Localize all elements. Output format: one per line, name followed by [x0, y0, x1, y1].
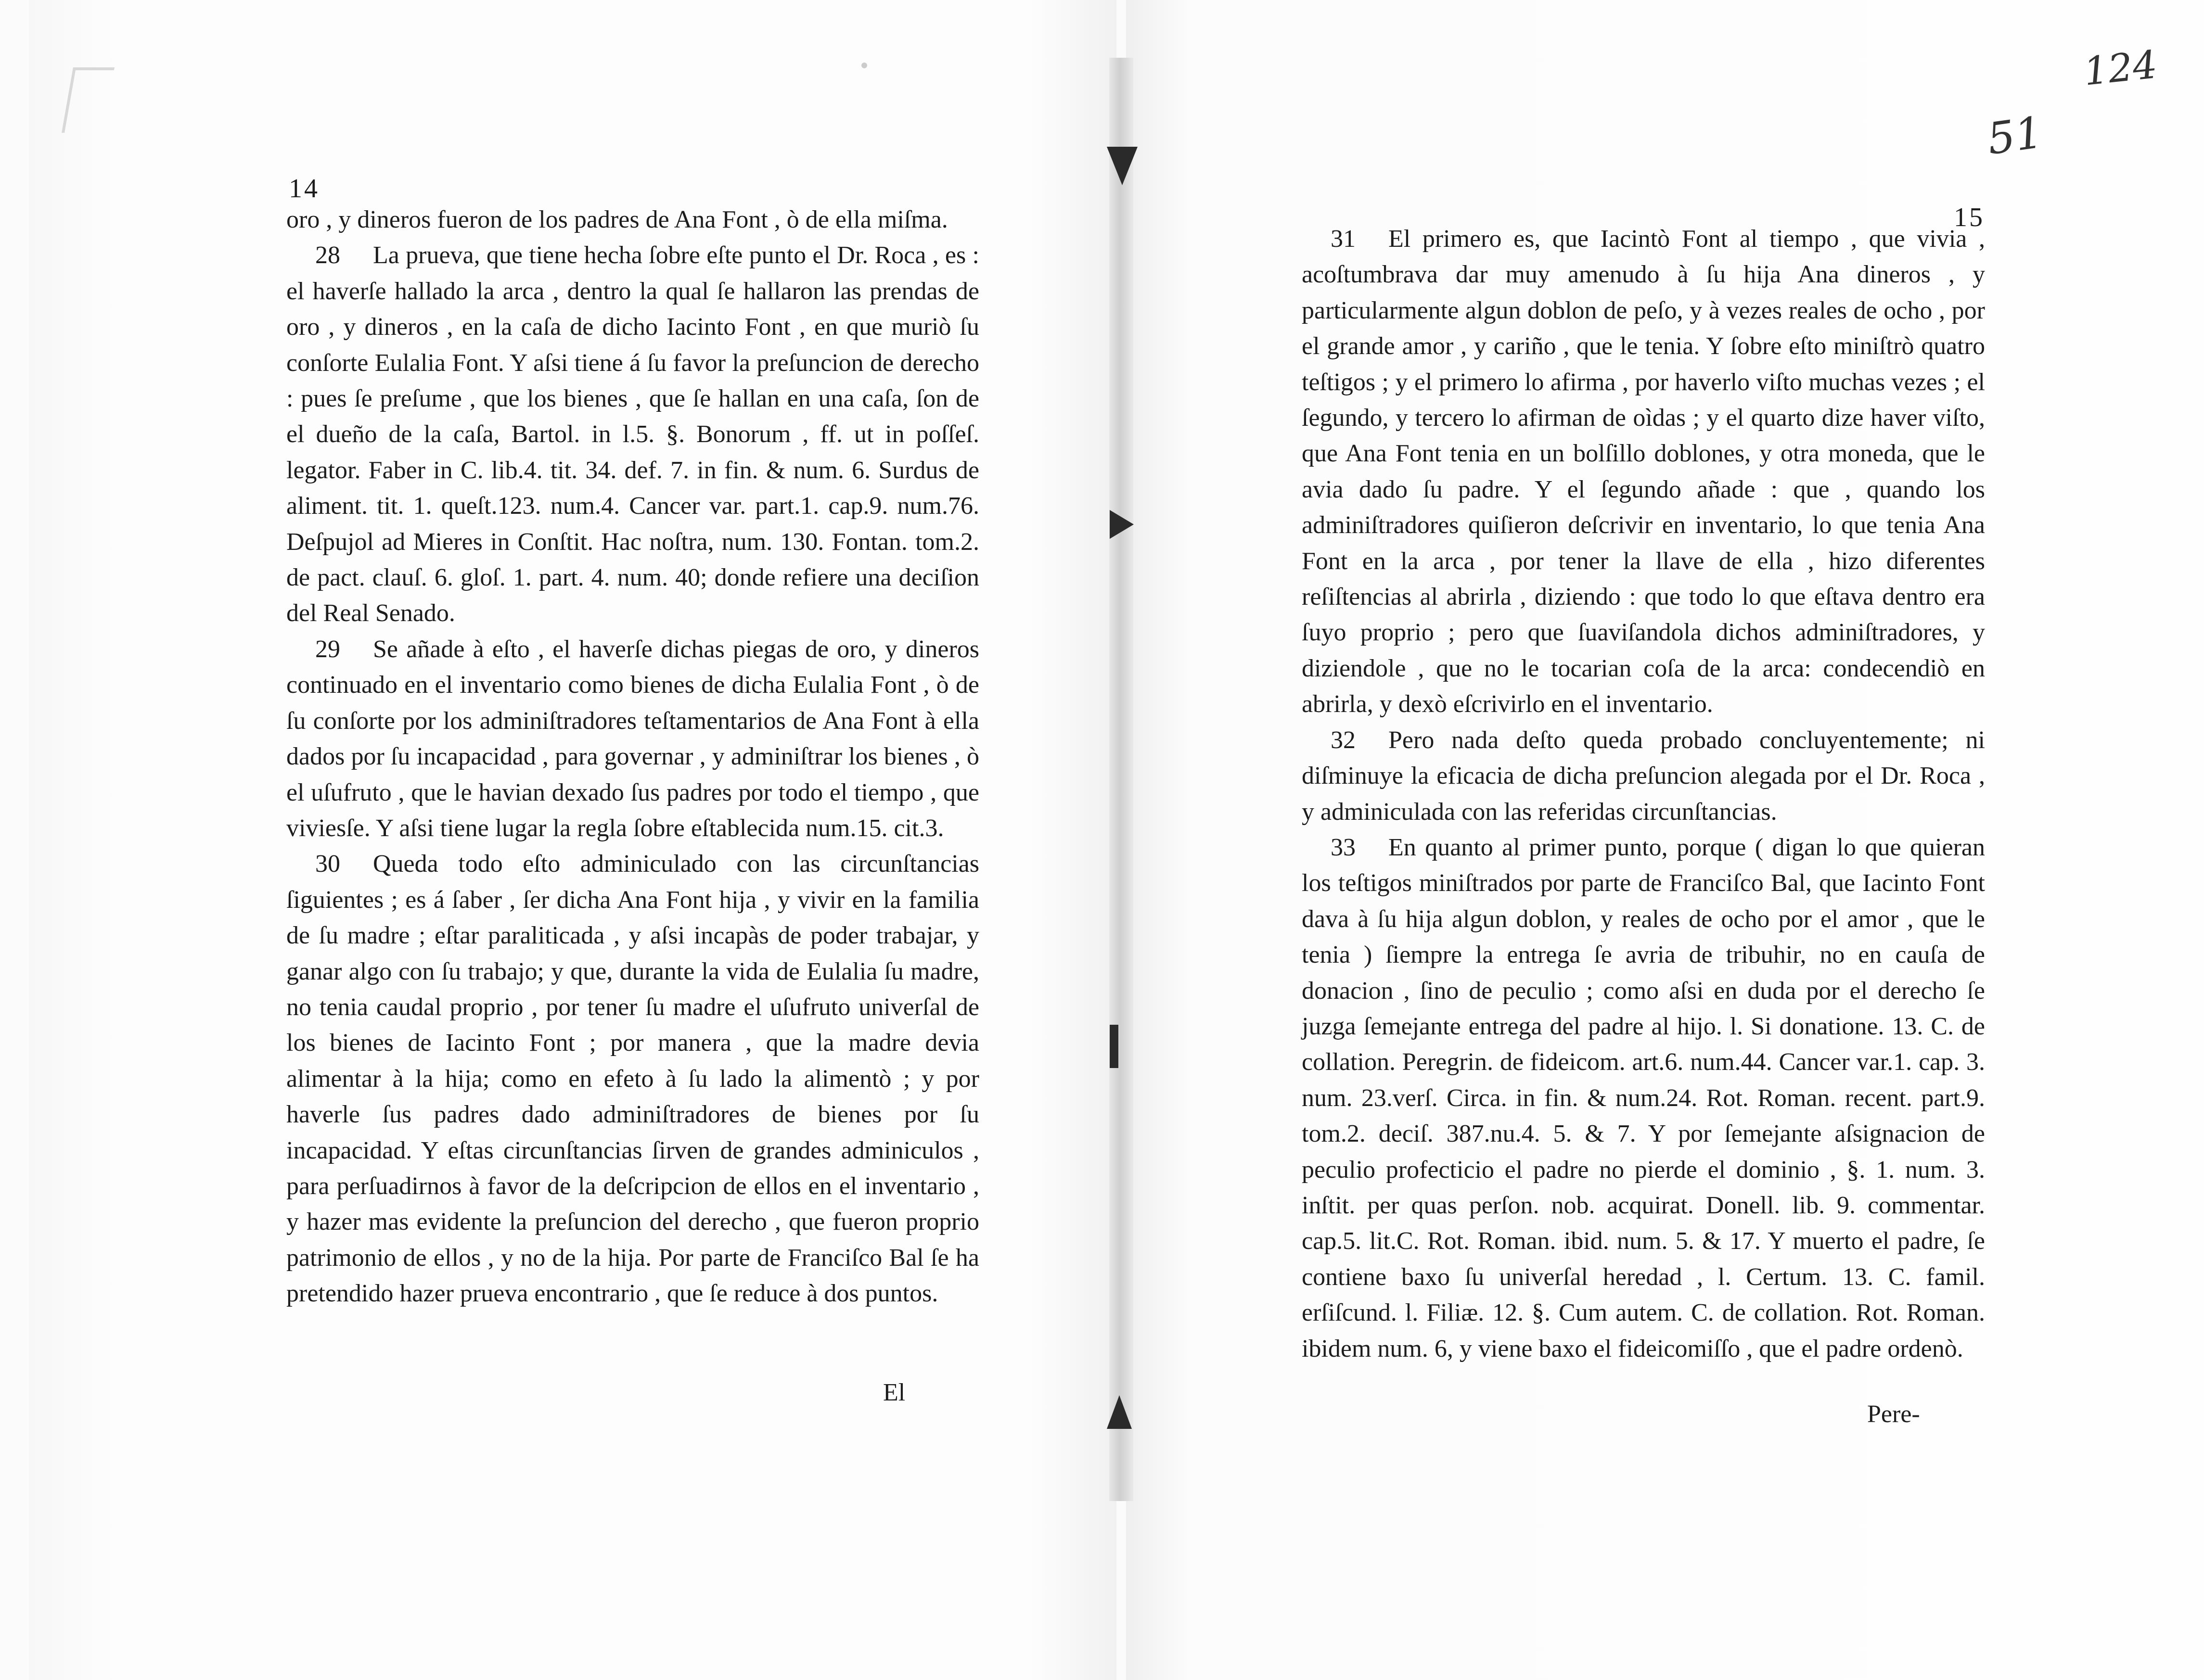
paragraph-number: 33 — [1331, 833, 1356, 861]
binding-thread-mark — [1107, 147, 1138, 185]
left-page-text — [286, 202, 979, 1312]
binding-thread-mark — [1110, 1025, 1118, 1068]
paragraph-text: Queda todo eſto adminiculado con las circunſtancias ſiguientes ; es á ſaber , ſer dicha Ana Font hija , y vivir en la familia de ſu madre ; eſtar paraliticada , y aſsi incapàs de poder trabajar, y ganar algo con ſu trabajo; y que, durante la vida de Eulalia ſu madre, no tenia caudal proprio , por tener ſu madre el uſufruto univerſal de los bienes de Iacinto Font ; por manera , que la madre devia alimentar à la hija; como en efeto à ſu lado la alimentò ; y por haverle ſus padres dado adminiſtradores de bienes por ſu incapacidad. Y eſtas circunſtancias ſirven de grandes adminiculos , para perſuadirnos à favor de la deſcripcion de ellos en el inventario , y hazer mas evidente la preſuncion del derecho , que fueron proprio patrimonio de ellos , y no de la hija. Por parte de Franciſco Bal ſe ha pretendido hazer prueva encontrario , que ſe reduce à dos puntos. — [286, 850, 979, 1308]
binding-gutter — [1109, 58, 1133, 1501]
paragraph-text: Pero nada deſto queda probado concluyentemente; ni diſminuye la eficacia de dicha preſuncion alegada por el Dr. Roca , y adminiculada con las referidas circunſtancias. — [1302, 726, 1985, 826]
paragraph-number: 29 — [315, 635, 340, 663]
paragraph-28 — [286, 238, 979, 631]
paragraph-32 — [1302, 723, 1985, 830]
left-catchword: El — [883, 1379, 906, 1406]
paragraph-29 — [286, 632, 979, 846]
paragraph-text: La prueva, que tiene hecha ſobre eſte punto el Dr. Roca , es : el haverſe hallado la arca , dentro la qual ſe hallaron las prendas de oro , y dineros , en la caſa de dicho Iacinto Font , en que muriò ſu conſorte Eulalia Font. Y aſsi tiene á ſu favor la preſuncion de derecho : pues ſe preſume , que los bienes , que ſe hallan en una caſa, ſon de el dueño de la caſa, Bartol. in l.5. §. Bonorum , ff. ut in poſſeſ. legator. Faber in C. lib.4. tit. 34. def. 7. in fin. & num. 6. Surdus de aliment. tit. 1. queſt.123. num.4. Cancer var. part.1. cap.9. num.76. Deſpujol ad Mieres in Conſtit. Hac noſtra, num. 130. Fontan. tom.2. de pact. clauſ. 6. gloſ. 1. part. 4. num. 40; donde refiere una deciſion del Real Senado. — [286, 242, 979, 627]
paragraph-30 — [286, 846, 979, 1311]
paper-speck — [861, 63, 867, 68]
handwritten-folio-number: 124 — [2081, 42, 2160, 94]
paragraph-33 — [1302, 830, 1985, 1367]
paragraph-number: 32 — [1331, 726, 1356, 754]
paragraph-text: Se añade à eſto , el haverſe dichas piegas de oro, y dineros continuado en el inventario como bienes de dicha Eulalia Font , ò de ſu conſorte por los adminiſtradores teſtamentarios de Ana Font à ella dados por ſu incapacidad , para governar , y adminiſtrar los bienes , ò el uſufruto , que le havian dexado ſus padres por todo el tiempo , que viviesſe. Y aſsi tiene lugar la regla ſobre eſtablecida num.15. cit.3. — [286, 635, 979, 842]
paragraph-number: 30 — [315, 850, 340, 878]
paragraph-text: En quanto al primer punto, porque ( digan lo que quieran los teſtigos miniſtrados por parte de Franciſco Bal, que Iacinto Font dava à ſu hija algun doblon, y reales de ocho por el amor , que le tenia ) ſiempre la entrega ſe avria de tribuhir, no en cauſa de donacion , ſino de peculio ; como aſsi en duda por el derecho ſe juzga ſemejante entrega del padre al hijo. l. Si donatione. 13. C. de collation. Peregrin. de fideicom. art.6. num.44. Cancer var.1. cap. 3. num. 23.verſ. Circa. in fin. & num.24. Rot. Roman. recent. part.9. tom.2. deciſ. 387.nu.4. 5. & 7. Y por ſemejante aſsignacion de peculio profecticio el padre no pierde el dominio , §. 1. num. 3. inſtit. per quas perſon. nob. acquirat. Donell. lib. 9. commentar. cap.5. lit.C. Rot. Roman. ibid. num. 5. & 17. Y muerto el padre, ſe contiene baxo ſu univerſal heredad , l. Certum. 13. C. famil. erſiſcund. l. Filiæ. 12. §. Cum autem. C. de collation. Rot. Roman. ibidem num. 6, y viene baxo el fideicomiſſo , que el padre ordenò. — [1302, 833, 1985, 1362]
binding-thread-mark — [1110, 510, 1134, 539]
binding-thread-mark — [1107, 1395, 1132, 1429]
paragraph-31 — [1302, 221, 1985, 723]
paragraph-continuation — [286, 202, 979, 238]
left-page-number: 14 — [289, 174, 320, 204]
paragraph-text: El primero es, que Iacintò Font al tiempo , que vivia , acoſtumbrava dar muy amenudo à ſu hija Ana dineros , y particularmente algun doblon de peſo, y à vezes reales de ocho , por el grande amor , y cariño , que le tenia. Y ſobre eſto miniſtrò quatro teſtigos ; y el primero lo afirma , por haverlo viſto muchas vezes ; el ſegundo, y tercero lo afirman de oìdas ; y el quarto dize haver viſto, que Ana Font tenia en un bolſillo doblones, y otra moneda, que le avia dado ſu padre. Y el ſegundo añade : que , quando los adminiſtradores quiſieron deſcrivir en inventario, lo que tenia Ana Font en la arca , por tener la llave de ella , hizo diferentes reſiſtencias al abrirla , diziendo : que todo lo que eſtava dentro era ſuyo proprio ; pero que ſuaviſandola dichos adminiſtradores, y diziendole , que no le tocarian coſa de la arca: condecendiò en abrirla, y dexò eſcrivirlo en el inventario. — [1302, 225, 1985, 718]
paragraph-number: 31 — [1331, 225, 1356, 253]
right-catchword: Pere- — [1867, 1400, 1920, 1428]
paragraph-number: 28 — [315, 242, 340, 269]
handwritten-folio-number-secondary: 51 — [1984, 107, 2046, 165]
paragraph-text: oro , y dineros fueron de los padres de Ana Font , ò de ella miſma. — [286, 206, 948, 233]
right-page-text — [1302, 221, 1985, 1367]
right-page-number: 15 — [1954, 203, 1985, 232]
